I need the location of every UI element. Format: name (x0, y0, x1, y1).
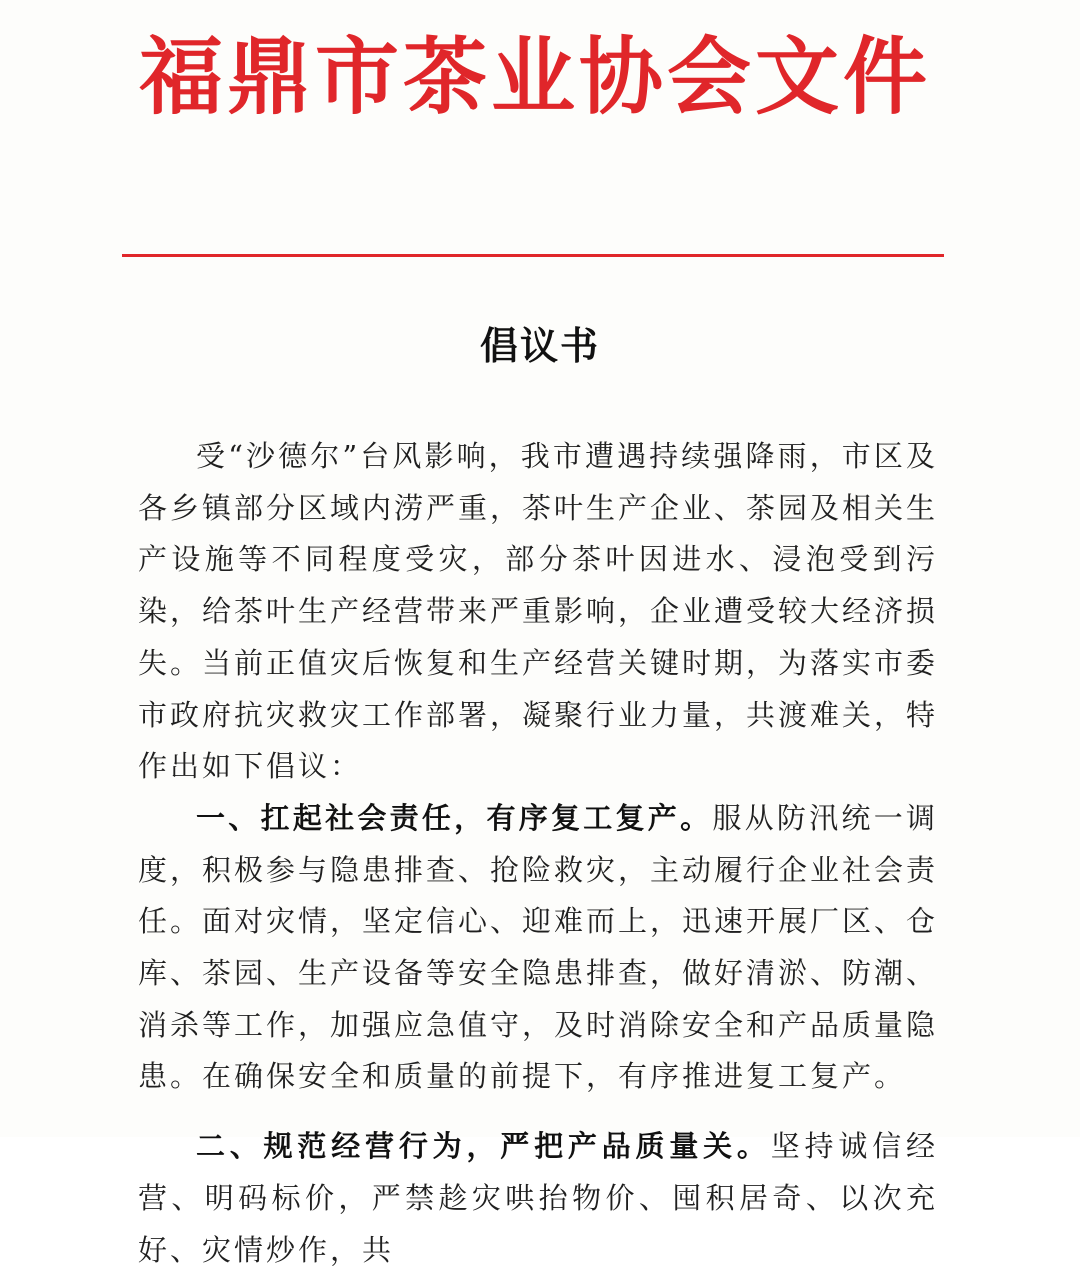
section-1-paragraph (138, 793, 938, 1103)
document-body (138, 431, 938, 1276)
red-divider-line (122, 254, 944, 257)
section-1-heading: 一、扛起社会责任，有序复工复产。 (196, 800, 713, 835)
intro-text: 受“沙德尔”台风影响，我市遭遇持续强降雨，市区及各乡镇部分区域内涝严重，茶叶生产企业、茶园及相关生产设施等不同程度受灾，部分茶叶因进水、浸泡受到污染，给茶叶生产经营带来严重影响，企业遭受较大经济损失。当前正值灾后恢复和生产经营关键时期，为落实市委市政府抗灾救灾工作部署，凝聚行业力量，共渡难关，特作出如下倡议： (138, 439, 939, 784)
section-2-paragraph (138, 1121, 938, 1276)
section-2-heading: 二、规范经营行为，严把产品质量关。 (196, 1129, 771, 1164)
section-1-text: 服从防汛统一调度，积极参与隐患排查、抢险救灾，主动履行企业社会责任。面对灾情，坚定信心、迎难而上，迅速开展厂区、仓库、茶园、生产设备等安全隐患排查，做好清淤、防潮、消杀等工作，加强应急值守，及时消除安全和产品质量隐患。在确保安全和质量的前提下，有序推进复工复产。 (138, 800, 939, 1094)
document-title: 倡议书 (479, 323, 600, 368)
intro-paragraph (138, 431, 938, 793)
section-2-text: 坚持诚信经营、明码标价，严禁趁灾哄抬物价、囤积居奇、以次充好、灾情炒作，共 (138, 1129, 938, 1267)
document-masthead: 福鼎市茶业协会文件 (138, 27, 931, 126)
